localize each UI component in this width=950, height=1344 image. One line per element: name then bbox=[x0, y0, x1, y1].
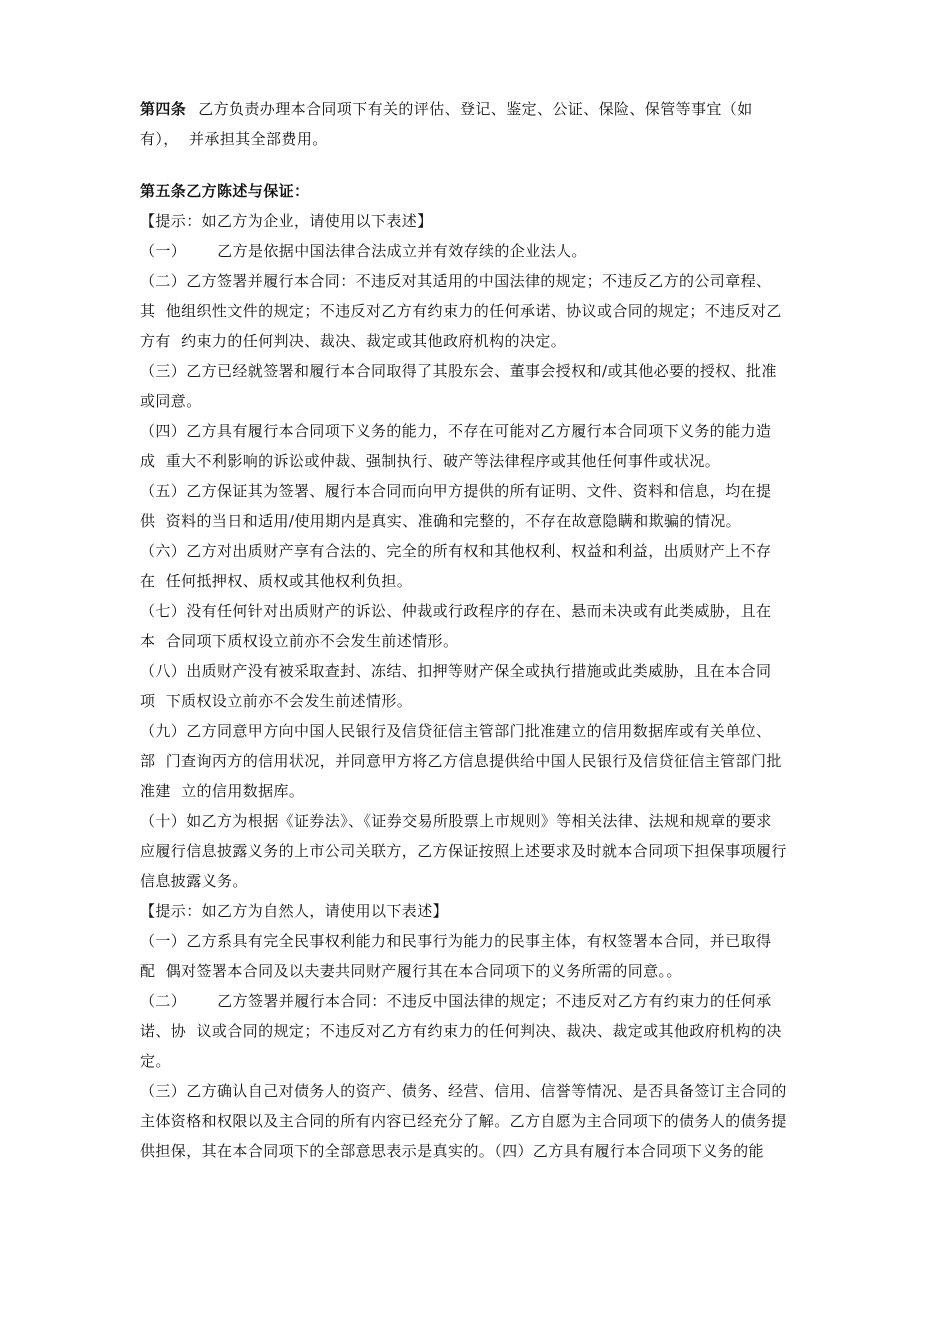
document-line: 【提示：如乙方为企业，请使用以下表述】 bbox=[140, 212, 433, 230]
document-line: 供 资料的当日和适用/使用期内是真实、准确和完整的，不存在故意隐瞒和欺骗的情况。 bbox=[140, 512, 741, 530]
document-page bbox=[140, 94, 820, 1166]
document-line: 信息披露义务。 bbox=[140, 872, 248, 890]
article-4-line-1 bbox=[140, 94, 820, 124]
paragraph-spacer bbox=[140, 154, 820, 176]
document-line: 部 门查询丙方的信用状况，并同意甲方将乙方信息提供给中国人民银行及信贷征信主管部门批 bbox=[140, 752, 782, 770]
document-line: 成 重大不利影响的诉讼或仲裁、强制执行、破产等法律程序或其他任何事件或状况。 bbox=[140, 452, 721, 470]
document-line: （十）如乙方为根据《证券法》、《证券交易所股票上市规则》等相关法律、法规和规章的要求 bbox=[140, 812, 772, 830]
document-line: 供担保，其在本合同项下的全部意思表示是真实的。（四）乙方具有履行本合同项下义务的能 bbox=[140, 1142, 764, 1160]
document-line: （三）乙方确认自己对债务人的资产、债务、经营、信用、信誉等情况、是否具备签订主合同的 bbox=[140, 1082, 787, 1100]
document-line: 诺、协 议或合同的规定；不违反对乙方有约束力的任何判决、裁决、裁定或其他政府机构的决 bbox=[140, 1022, 782, 1040]
article-5-heading: 第五条乙方陈述与保证： bbox=[140, 182, 310, 200]
document-line: （九）乙方同意甲方向中国人民银行及信贷征信主管部门批准建立的信用数据库或有关单位、 bbox=[140, 722, 772, 740]
document-line: 本 合同项下质权设立前亦不会发生前述情形。 bbox=[140, 632, 459, 650]
document-line: （六）乙方对出质财产享有合法的、完全的所有权和其他权利、权益和利益，出质财产上不存 bbox=[140, 542, 772, 560]
document-line: 准建 立的信用数据库。 bbox=[140, 782, 305, 800]
document-line: 配 偶对签署本合同及以夫妻共同财产履行其在本合同项下的义务所需的同意。。 bbox=[140, 962, 682, 980]
document-line: （四）乙方具有履行本合同项下义务的能力，不存在可能对乙方履行本合同项下义务的能力造 bbox=[140, 422, 772, 440]
document-line: （七）没有任何针对出质财产的诉讼、仲裁或行政程序的存在、悬而未决或有此类威胁，且在 bbox=[140, 602, 772, 620]
document-line: （二） 乙方签署并履行本合同：不违反中国法律的规定；不违反对乙方有约束力的任何承 bbox=[140, 992, 772, 1010]
document-line: 主体资格和权限以及主合同的所有内容已经充分了解。乙方自愿为主合同项下的债务人的债务提 bbox=[140, 1112, 787, 1130]
document-line: （二）乙方签署并履行本合同：不违反对其适用的中国法律的规定；不违反乙方的公司章程、 bbox=[140, 272, 772, 290]
document-line: （一） 乙方是依据中国法律合法成立并有效存续的企业法人。 bbox=[140, 242, 587, 260]
document-line: 在 任何抵押权、质权或其他权利负担。 bbox=[140, 572, 413, 590]
document-line: （八）出质财产没有被采取查封、冻结、扣押等财产保全或执行措施或此类威胁，且在本合同 bbox=[140, 662, 772, 680]
document-line: （五）乙方保证其为签署、履行本合同而向甲方提供的所有证明、文件、资料和信息，均在提 bbox=[140, 482, 772, 500]
article-4-line-2: 有）， 并承担其全部费用。 bbox=[140, 130, 328, 148]
document-line: 方有 约束力的任何判决、裁决、裁定或其他政府机构的决定。 bbox=[140, 332, 567, 350]
document-line: 应履行信息披露义务的上市公司关联方，乙方保证按照上述要求及时就本合同项下担保事项履行 bbox=[140, 842, 787, 860]
document-line: 或同意。 bbox=[140, 392, 202, 410]
article-4-label: 第四条 bbox=[140, 100, 187, 118]
document-line: 【提示：如乙方为自然人，请使用以下表述】 bbox=[140, 902, 449, 920]
document-line: 项 下质权设立前亦不会发生前述情形。 bbox=[140, 692, 413, 710]
article-5-body bbox=[140, 206, 820, 1166]
document-line: 定。 bbox=[140, 1052, 171, 1070]
document-line: 其 他组织性文件的规定；不违反对乙方有约束力的任何承诺、协议或合同的规定；不违反对乙 bbox=[140, 302, 782, 320]
document-line: （一）乙方系具有完全民事权利能力和民事行为能力的民事主体，有权签署本合同，并已取得 bbox=[140, 932, 772, 950]
article-4-text: 乙方负责办理本合同项下有关的评估、登记、鉴定、公证、保险、保管等事宜（如 bbox=[198, 100, 753, 118]
document-line: （三）乙方已经就签署和履行本合同取得了其股东会、董事会授权和/或其他必要的授权、批准 bbox=[140, 362, 777, 380]
